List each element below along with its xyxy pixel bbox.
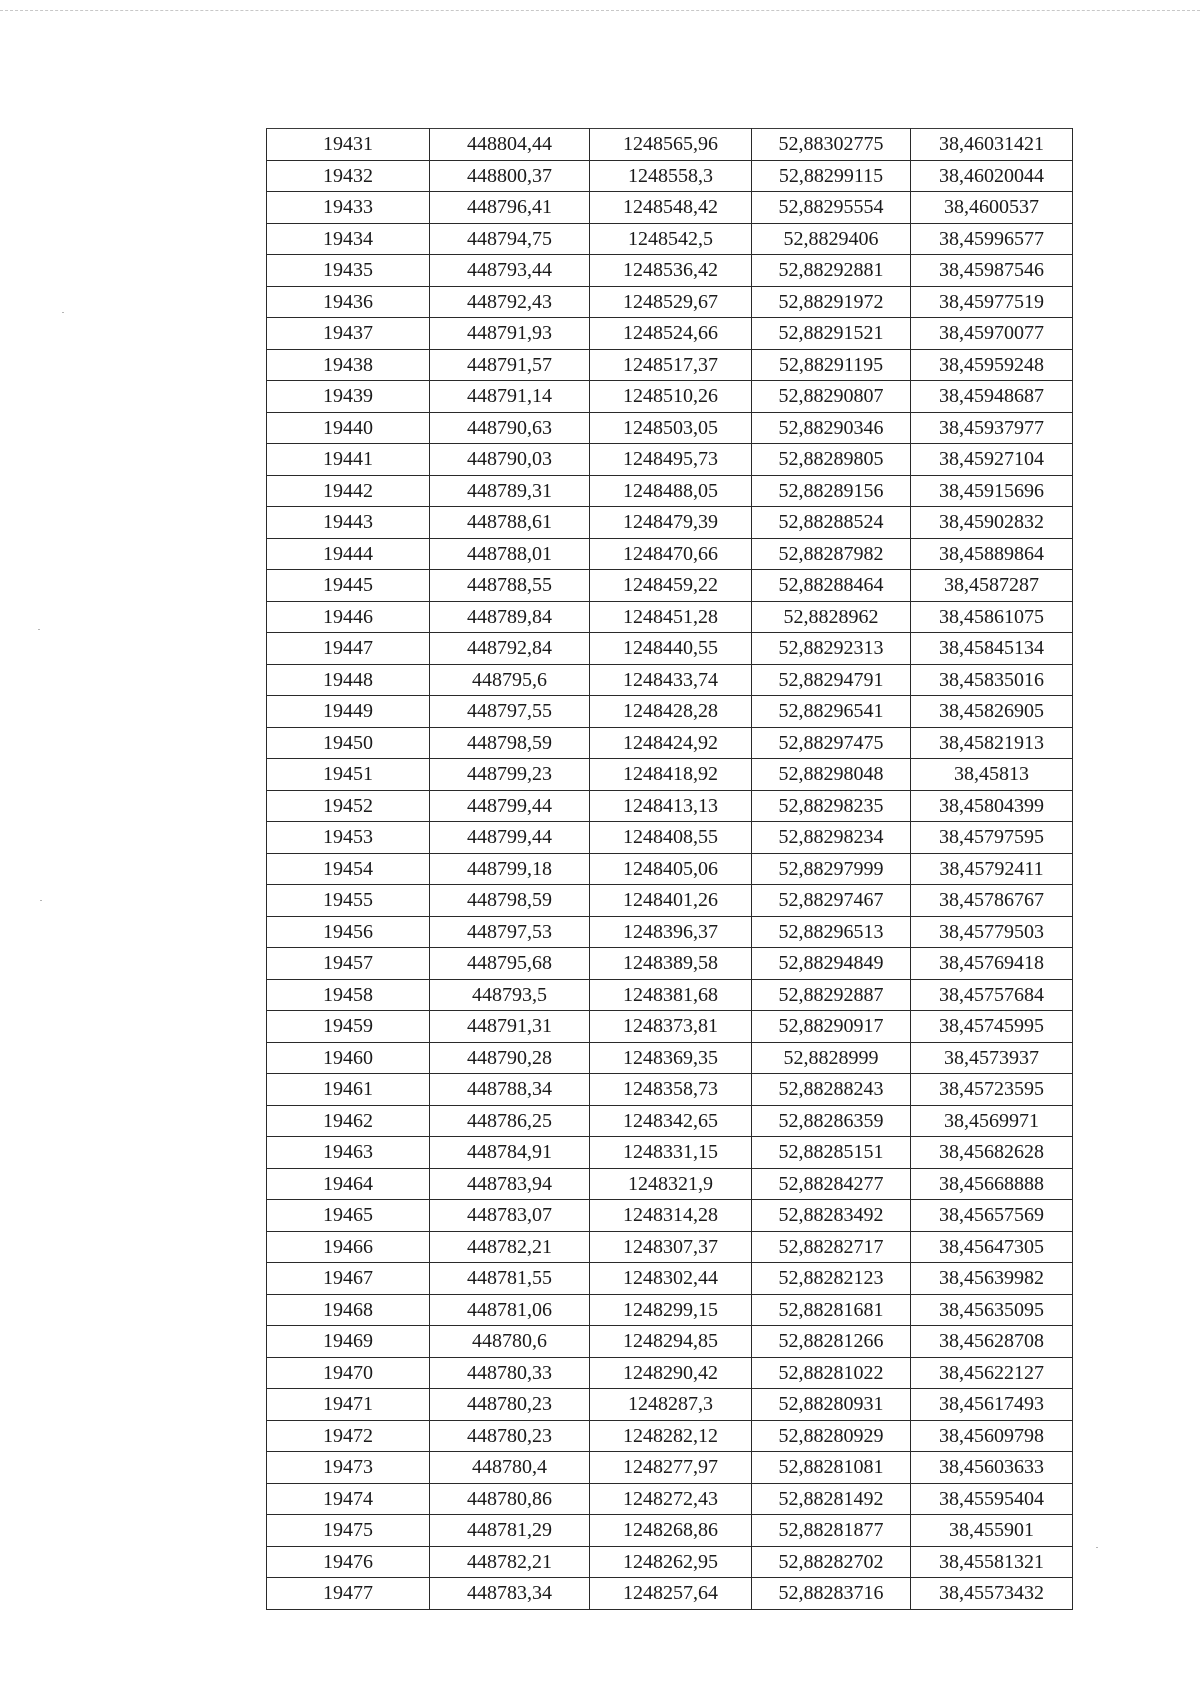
table-row [267, 381, 1073, 413]
latitude-cell: 52,88292313 [752, 633, 911, 665]
y-coordinate-cell: 1248389,58 [590, 948, 752, 980]
table-row [267, 1326, 1073, 1358]
point-number-cell: 19459 [267, 1011, 430, 1043]
longitude-cell: 38,45927104 [911, 444, 1073, 476]
coordinates-table-body [267, 129, 1073, 1610]
y-coordinate-cell: 1248342,65 [590, 1105, 752, 1137]
latitude-cell: 52,88281081 [752, 1452, 911, 1484]
latitude-cell: 52,88283716 [752, 1578, 911, 1610]
point-number-cell: 19469 [267, 1326, 430, 1358]
latitude-cell: 52,88281681 [752, 1294, 911, 1326]
latitude-cell: 52,88298048 [752, 759, 911, 791]
point-number-cell: 19466 [267, 1231, 430, 1263]
table-row [267, 475, 1073, 507]
point-number-cell: 19461 [267, 1074, 430, 1106]
table-row [267, 1263, 1073, 1295]
latitude-cell: 52,88297467 [752, 885, 911, 917]
table-row [267, 853, 1073, 885]
latitude-cell: 52,88281022 [752, 1357, 911, 1389]
point-number-cell: 19476 [267, 1546, 430, 1578]
longitude-cell: 38,45682628 [911, 1137, 1073, 1169]
y-coordinate-cell: 1248299,15 [590, 1294, 752, 1326]
point-number-cell: 19453 [267, 822, 430, 854]
y-coordinate-cell: 1248433,74 [590, 664, 752, 696]
table-row [267, 1357, 1073, 1389]
latitude-cell: 52,88282123 [752, 1263, 911, 1295]
table-row [267, 349, 1073, 381]
latitude-cell: 52,88290346 [752, 412, 911, 444]
y-coordinate-cell: 1248428,28 [590, 696, 752, 728]
table-row [267, 1546, 1073, 1578]
x-coordinate-cell: 448783,94 [430, 1168, 590, 1200]
table-row [267, 1042, 1073, 1074]
y-coordinate-cell: 1248418,92 [590, 759, 752, 791]
table-row [267, 318, 1073, 350]
table-row [267, 1420, 1073, 1452]
y-coordinate-cell: 1248459,22 [590, 570, 752, 602]
x-coordinate-cell: 448789,84 [430, 601, 590, 633]
latitude-cell: 52,88290807 [752, 381, 911, 413]
longitude-cell: 38,4587287 [911, 570, 1073, 602]
latitude-cell: 52,88282702 [752, 1546, 911, 1578]
table-row [267, 664, 1073, 696]
y-coordinate-cell: 1248331,15 [590, 1137, 752, 1169]
table-row [267, 1515, 1073, 1547]
y-coordinate-cell: 1248396,37 [590, 916, 752, 948]
x-coordinate-cell: 448794,75 [430, 223, 590, 255]
latitude-cell: 52,88296541 [752, 696, 911, 728]
x-coordinate-cell: 448792,43 [430, 286, 590, 318]
y-coordinate-cell: 1248451,28 [590, 601, 752, 633]
x-coordinate-cell: 448799,23 [430, 759, 590, 791]
y-coordinate-cell: 1248536,42 [590, 255, 752, 287]
x-coordinate-cell: 448788,55 [430, 570, 590, 602]
point-number-cell: 19447 [267, 633, 430, 665]
latitude-cell: 52,88287982 [752, 538, 911, 570]
x-coordinate-cell: 448790,63 [430, 412, 590, 444]
longitude-cell: 38,45970077 [911, 318, 1073, 350]
margin-speck [62, 312, 64, 313]
margin-speck [40, 900, 42, 901]
longitude-cell: 38,45804399 [911, 790, 1073, 822]
latitude-cell: 52,88291972 [752, 286, 911, 318]
latitude-cell: 52,88291195 [752, 349, 911, 381]
point-number-cell: 19456 [267, 916, 430, 948]
y-coordinate-cell: 1248470,66 [590, 538, 752, 570]
table-row [267, 633, 1073, 665]
latitude-cell: 52,88298234 [752, 822, 911, 854]
y-coordinate-cell: 1248358,73 [590, 1074, 752, 1106]
point-number-cell: 19435 [267, 255, 430, 287]
longitude-cell: 38,45826905 [911, 696, 1073, 728]
x-coordinate-cell: 448781,55 [430, 1263, 590, 1295]
longitude-cell: 38,46031421 [911, 129, 1073, 161]
longitude-cell: 38,45581321 [911, 1546, 1073, 1578]
x-coordinate-cell: 448798,59 [430, 727, 590, 759]
x-coordinate-cell: 448782,21 [430, 1231, 590, 1263]
x-coordinate-cell: 448793,5 [430, 979, 590, 1011]
point-number-cell: 19434 [267, 223, 430, 255]
point-number-cell: 19454 [267, 853, 430, 885]
y-coordinate-cell: 1248272,43 [590, 1483, 752, 1515]
table-row [267, 160, 1073, 192]
point-number-cell: 19444 [267, 538, 430, 570]
y-coordinate-cell: 1248413,13 [590, 790, 752, 822]
x-coordinate-cell: 448792,84 [430, 633, 590, 665]
point-number-cell: 19441 [267, 444, 430, 476]
x-coordinate-cell: 448790,28 [430, 1042, 590, 1074]
table-row [267, 601, 1073, 633]
x-coordinate-cell: 448804,44 [430, 129, 590, 161]
table-row [267, 1168, 1073, 1200]
x-coordinate-cell: 448799,44 [430, 822, 590, 854]
y-coordinate-cell: 1248369,35 [590, 1042, 752, 1074]
x-coordinate-cell: 448783,07 [430, 1200, 590, 1232]
y-coordinate-cell: 1248440,55 [590, 633, 752, 665]
point-number-cell: 19457 [267, 948, 430, 980]
longitude-cell: 38,45987546 [911, 255, 1073, 287]
point-number-cell: 19470 [267, 1357, 430, 1389]
point-number-cell: 19446 [267, 601, 430, 633]
latitude-cell: 52,88285151 [752, 1137, 911, 1169]
x-coordinate-cell: 448780,23 [430, 1389, 590, 1421]
x-coordinate-cell: 448784,91 [430, 1137, 590, 1169]
longitude-cell: 38,4569971 [911, 1105, 1073, 1137]
longitude-cell: 38,45902832 [911, 507, 1073, 539]
y-coordinate-cell: 1248405,06 [590, 853, 752, 885]
latitude-cell: 52,88302775 [752, 129, 911, 161]
x-coordinate-cell: 448786,25 [430, 1105, 590, 1137]
x-coordinate-cell: 448793,44 [430, 255, 590, 287]
table-row [267, 1452, 1073, 1484]
latitude-cell: 52,88288464 [752, 570, 911, 602]
table-row [267, 570, 1073, 602]
longitude-cell: 38,455901 [911, 1515, 1073, 1547]
longitude-cell: 38,45835016 [911, 664, 1073, 696]
x-coordinate-cell: 448791,31 [430, 1011, 590, 1043]
table-row [267, 1105, 1073, 1137]
x-coordinate-cell: 448780,33 [430, 1357, 590, 1389]
point-number-cell: 19436 [267, 286, 430, 318]
y-coordinate-cell: 1248424,92 [590, 727, 752, 759]
longitude-cell: 38,45779503 [911, 916, 1073, 948]
latitude-cell: 52,8828962 [752, 601, 911, 633]
longitude-cell: 38,46020044 [911, 160, 1073, 192]
y-coordinate-cell: 1248479,39 [590, 507, 752, 539]
x-coordinate-cell: 448799,18 [430, 853, 590, 885]
y-coordinate-cell: 1248408,55 [590, 822, 752, 854]
latitude-cell: 52,88288243 [752, 1074, 911, 1106]
y-coordinate-cell: 1248321,9 [590, 1168, 752, 1200]
y-coordinate-cell: 1248488,05 [590, 475, 752, 507]
latitude-cell: 52,88281492 [752, 1483, 911, 1515]
margin-speck [38, 629, 40, 630]
longitude-cell: 38,45622127 [911, 1357, 1073, 1389]
point-number-cell: 19465 [267, 1200, 430, 1232]
point-number-cell: 19440 [267, 412, 430, 444]
longitude-cell: 38,45745995 [911, 1011, 1073, 1043]
point-number-cell: 19443 [267, 507, 430, 539]
longitude-cell: 38,45821913 [911, 727, 1073, 759]
table-row [267, 286, 1073, 318]
table-row [267, 1011, 1073, 1043]
table-row [267, 223, 1073, 255]
y-coordinate-cell: 1248524,66 [590, 318, 752, 350]
table-row [267, 538, 1073, 570]
point-number-cell: 19460 [267, 1042, 430, 1074]
longitude-cell: 38,45889864 [911, 538, 1073, 570]
table-row [267, 1389, 1073, 1421]
longitude-cell: 38,45996577 [911, 223, 1073, 255]
x-coordinate-cell: 448796,41 [430, 192, 590, 224]
latitude-cell: 52,88297999 [752, 853, 911, 885]
latitude-cell: 52,88283492 [752, 1200, 911, 1232]
longitude-cell: 38,45573432 [911, 1578, 1073, 1610]
table-row [267, 979, 1073, 1011]
point-number-cell: 19432 [267, 160, 430, 192]
y-coordinate-cell: 1248517,37 [590, 349, 752, 381]
point-number-cell: 19449 [267, 696, 430, 728]
longitude-cell: 38,45977519 [911, 286, 1073, 318]
latitude-cell: 52,88292881 [752, 255, 911, 287]
table-row [267, 507, 1073, 539]
table-row [267, 727, 1073, 759]
point-number-cell: 19445 [267, 570, 430, 602]
coordinates-table [266, 128, 1073, 1610]
longitude-cell: 38,45813 [911, 759, 1073, 791]
point-number-cell: 19477 [267, 1578, 430, 1610]
longitude-cell: 38,45603633 [911, 1452, 1073, 1484]
table-row [267, 1294, 1073, 1326]
point-number-cell: 19472 [267, 1420, 430, 1452]
point-number-cell: 19473 [267, 1452, 430, 1484]
x-coordinate-cell: 448780,86 [430, 1483, 590, 1515]
longitude-cell: 38,45668888 [911, 1168, 1073, 1200]
latitude-cell: 52,88281877 [752, 1515, 911, 1547]
latitude-cell: 52,88280931 [752, 1389, 911, 1421]
longitude-cell: 38,45657569 [911, 1200, 1073, 1232]
x-coordinate-cell: 448789,31 [430, 475, 590, 507]
x-coordinate-cell: 448797,55 [430, 696, 590, 728]
x-coordinate-cell: 448791,57 [430, 349, 590, 381]
longitude-cell: 38,45628708 [911, 1326, 1073, 1358]
longitude-cell: 38,45647305 [911, 1231, 1073, 1263]
y-coordinate-cell: 1248373,81 [590, 1011, 752, 1043]
point-number-cell: 19471 [267, 1389, 430, 1421]
y-coordinate-cell: 1248257,64 [590, 1578, 752, 1610]
point-number-cell: 19451 [267, 759, 430, 791]
table-row [267, 916, 1073, 948]
y-coordinate-cell: 1248381,68 [590, 979, 752, 1011]
x-coordinate-cell: 448780,4 [430, 1452, 590, 1484]
table-row [267, 255, 1073, 287]
x-coordinate-cell: 448791,14 [430, 381, 590, 413]
latitude-cell: 52,88296513 [752, 916, 911, 948]
longitude-cell: 38,45609798 [911, 1420, 1073, 1452]
x-coordinate-cell: 448788,61 [430, 507, 590, 539]
x-coordinate-cell: 448781,06 [430, 1294, 590, 1326]
y-coordinate-cell: 1248548,42 [590, 192, 752, 224]
point-number-cell: 19455 [267, 885, 430, 917]
latitude-cell: 52,88281266 [752, 1326, 911, 1358]
table-row [267, 790, 1073, 822]
table-row [267, 948, 1073, 980]
point-number-cell: 19431 [267, 129, 430, 161]
table-row [267, 696, 1073, 728]
longitude-cell: 38,45937977 [911, 412, 1073, 444]
longitude-cell: 38,4573937 [911, 1042, 1073, 1074]
latitude-cell: 52,88292887 [752, 979, 911, 1011]
longitude-cell: 38,45757684 [911, 979, 1073, 1011]
x-coordinate-cell: 448800,37 [430, 160, 590, 192]
point-number-cell: 19462 [267, 1105, 430, 1137]
table-row [267, 129, 1073, 161]
longitude-cell: 38,45723595 [911, 1074, 1073, 1106]
table-row [267, 1137, 1073, 1169]
y-coordinate-cell: 1248542,5 [590, 223, 752, 255]
y-coordinate-cell: 1248302,44 [590, 1263, 752, 1295]
table-row [267, 412, 1073, 444]
y-coordinate-cell: 1248262,95 [590, 1546, 752, 1578]
x-coordinate-cell: 448780,6 [430, 1326, 590, 1358]
longitude-cell: 38,45845134 [911, 633, 1073, 665]
point-number-cell: 19450 [267, 727, 430, 759]
longitude-cell: 38,45635095 [911, 1294, 1073, 1326]
y-coordinate-cell: 1248268,86 [590, 1515, 752, 1547]
table-row [267, 822, 1073, 854]
point-number-cell: 19437 [267, 318, 430, 350]
longitude-cell: 38,45797595 [911, 822, 1073, 854]
table-row [267, 1483, 1073, 1515]
table-row [267, 1200, 1073, 1232]
latitude-cell: 52,88288524 [752, 507, 911, 539]
latitude-cell: 52,88280929 [752, 1420, 911, 1452]
y-coordinate-cell: 1248503,05 [590, 412, 752, 444]
latitude-cell: 52,88297475 [752, 727, 911, 759]
margin-speck [1096, 1547, 1098, 1548]
y-coordinate-cell: 1248558,3 [590, 160, 752, 192]
point-number-cell: 19458 [267, 979, 430, 1011]
table-row [267, 759, 1073, 791]
x-coordinate-cell: 448783,34 [430, 1578, 590, 1610]
y-coordinate-cell: 1248529,67 [590, 286, 752, 318]
latitude-cell: 52,88286359 [752, 1105, 911, 1137]
point-number-cell: 19474 [267, 1483, 430, 1515]
x-coordinate-cell: 448795,68 [430, 948, 590, 980]
x-coordinate-cell: 448788,34 [430, 1074, 590, 1106]
latitude-cell: 52,88290917 [752, 1011, 911, 1043]
y-coordinate-cell: 1248401,26 [590, 885, 752, 917]
latitude-cell: 52,88294791 [752, 664, 911, 696]
longitude-cell: 38,45786767 [911, 885, 1073, 917]
latitude-cell: 52,88298235 [752, 790, 911, 822]
y-coordinate-cell: 1248307,37 [590, 1231, 752, 1263]
point-number-cell: 19439 [267, 381, 430, 413]
longitude-cell: 38,45959248 [911, 349, 1073, 381]
y-coordinate-cell: 1248290,42 [590, 1357, 752, 1389]
x-coordinate-cell: 448798,59 [430, 885, 590, 917]
page-top-rule [0, 10, 1200, 11]
point-number-cell: 19438 [267, 349, 430, 381]
y-coordinate-cell: 1248495,73 [590, 444, 752, 476]
point-number-cell: 19433 [267, 192, 430, 224]
longitude-cell: 38,4600537 [911, 192, 1073, 224]
longitude-cell: 38,45639982 [911, 1263, 1073, 1295]
longitude-cell: 38,45792411 [911, 853, 1073, 885]
table-row [267, 444, 1073, 476]
point-number-cell: 19468 [267, 1294, 430, 1326]
x-coordinate-cell: 448782,21 [430, 1546, 590, 1578]
y-coordinate-cell: 1248277,97 [590, 1452, 752, 1484]
point-number-cell: 19463 [267, 1137, 430, 1169]
x-coordinate-cell: 448797,53 [430, 916, 590, 948]
x-coordinate-cell: 448790,03 [430, 444, 590, 476]
longitude-cell: 38,45861075 [911, 601, 1073, 633]
y-coordinate-cell: 1248510,26 [590, 381, 752, 413]
longitude-cell: 38,45948687 [911, 381, 1073, 413]
x-coordinate-cell: 448791,93 [430, 318, 590, 350]
latitude-cell: 52,88289156 [752, 475, 911, 507]
table-row [267, 1578, 1073, 1610]
point-number-cell: 19467 [267, 1263, 430, 1295]
y-coordinate-cell: 1248282,12 [590, 1420, 752, 1452]
point-number-cell: 19464 [267, 1168, 430, 1200]
longitude-cell: 38,45617493 [911, 1389, 1073, 1421]
longitude-cell: 38,45915696 [911, 475, 1073, 507]
y-coordinate-cell: 1248287,3 [590, 1389, 752, 1421]
longitude-cell: 38,45769418 [911, 948, 1073, 980]
x-coordinate-cell: 448799,44 [430, 790, 590, 822]
latitude-cell: 52,88291521 [752, 318, 911, 350]
point-number-cell: 19475 [267, 1515, 430, 1547]
latitude-cell: 52,88282717 [752, 1231, 911, 1263]
x-coordinate-cell: 448781,29 [430, 1515, 590, 1547]
latitude-cell: 52,88289805 [752, 444, 911, 476]
y-coordinate-cell: 1248314,28 [590, 1200, 752, 1232]
table-row [267, 1074, 1073, 1106]
point-number-cell: 19452 [267, 790, 430, 822]
latitude-cell: 52,88299115 [752, 160, 911, 192]
y-coordinate-cell: 1248565,96 [590, 129, 752, 161]
latitude-cell: 52,88295554 [752, 192, 911, 224]
latitude-cell: 52,8829406 [752, 223, 911, 255]
table-row [267, 1231, 1073, 1263]
x-coordinate-cell: 448780,23 [430, 1420, 590, 1452]
x-coordinate-cell: 448788,01 [430, 538, 590, 570]
table-row [267, 885, 1073, 917]
longitude-cell: 38,45595404 [911, 1483, 1073, 1515]
latitude-cell: 52,88294849 [752, 948, 911, 980]
latitude-cell: 52,8828999 [752, 1042, 911, 1074]
point-number-cell: 19448 [267, 664, 430, 696]
point-number-cell: 19442 [267, 475, 430, 507]
table-row [267, 192, 1073, 224]
x-coordinate-cell: 448795,6 [430, 664, 590, 696]
y-coordinate-cell: 1248294,85 [590, 1326, 752, 1358]
latitude-cell: 52,88284277 [752, 1168, 911, 1200]
